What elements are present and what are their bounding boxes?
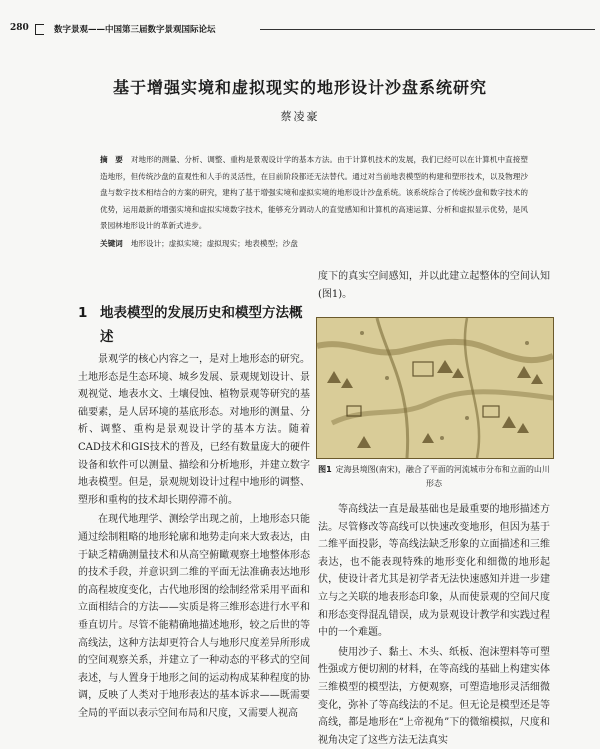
right-column-top <box>318 268 550 303</box>
paragraph: 在现代地理学、测绘学出现之前，上地形态只能通过绘制粗略的地形轮廓和地势走向来大致表达，由于缺乏精确测量技术和从高空俯瞰观察土地整体形态的技术手段，并意识到二维的平面无法准确表达地形的高程坡度变化，古代地形图的绘制经常采用平面和立面相结合的方法——实质是将三维形态进行水平和垂直切片。尽管不能精确地描述地形，较之后世的等高线法，这种方法却更符合人与地形尺度差异所形成的空间观察关系，并建立了一种动态的平移式的空间表述，与人置身于地形之间的运动构成某种程度的协调，反映了人类对于地形表达的基本诉求——既需要全局的平面以表示空间布局和尺度，又需要人视高 <box>78 514 310 719</box>
abstract-label: 摘 要 <box>100 155 123 164</box>
paragraph: 使用沙子、黏土、木头、纸板、泡沫塑料等可塑性强或方便切割的材料，在等高线的基础上构建实体三维模型的模型法，方便观察，可塑造地形灵活细微变化，弥补了等高线法的不足。但无论是模型还是等高线，都是地形在“上帝视角”下的微缩模拟，尺度和视角决定了这些方法无法真实 <box>318 646 550 746</box>
paragraph-continuation: 度下的真实空间感知，并以此建立起整体的空间认知(图1)。 <box>318 271 550 300</box>
right-column <box>318 501 550 749</box>
running-header <box>10 22 595 38</box>
figure-1-map <box>316 317 554 459</box>
section-title: 地表模型的发展历史和模型方法概述 <box>100 305 303 345</box>
abstract <box>100 152 528 235</box>
paper-author: 蔡凌豪 <box>280 110 320 123</box>
paragraph: 景观学的核心内容之一，是对上地形态的研究。土地形态是生态环境、城乡发展、景观规划设计、景观视觉、地表水文、土壤侵蚀、植物景观等研究的基础要素，是人居环境的基底形态。对地形的测量、分析、调整、重构是景观设计学的基本方法。随着CAD技术和GIS技术的普及，已经有数量庞大的硬件设备和软件可以测量、描绘和分析地形，并建立数字地表模型。但是，景观规划设计过程中地形的调整、塑形和重构的技术却长期停滞不前。 <box>78 354 310 506</box>
section-number: 1 <box>78 305 88 321</box>
page-number: 280 <box>10 23 29 33</box>
abstract-text: 对地形的测量、分析、调整、重构是景观设计学的基本方法。由于计算机技术的发展，我们已经可以在计算机中直接塑造地形，但传统沙盘的直观性和人手的灵活性，在目前阶段都还无法替代。通过对当前地表模型的构建和塑形技术，以及物理沙盘与数字技术相结合的方案的研究，建构了基于增强实境和虚拟实境的地形设计沙盘系统。该系统综合了传统沙盘和数字技术的优势，运用最新的增强实境和虚拟实境数字技术，能够充分调动人的直觉感知和计算机的高速运算、分析和虚拟显示优势，是风景园林地形设计的革新式进步。 <box>100 155 529 230</box>
left-column <box>78 351 310 722</box>
keywords <box>100 238 528 249</box>
keywords-text: 地形设计；虚拟实境；虚拟现实；地表模型；沙盘 <box>130 239 298 248</box>
figure-1-caption <box>318 463 550 491</box>
header-rule <box>260 29 595 30</box>
header-bracket-mark <box>35 24 44 35</box>
paragraph: 等高线法一直是最基础也是最重要的地形描述方法。尽管修改等高线可以快速改变地形，但因为基于二维平面投影，等高线法缺乏形象的立面描述和三维表达，也不能表现特殊的地形变化和细微的地形起伏，使设计者尤其是初学者无法快速感知并进一步建立与之关联的地表形态印象，从而使景观的空间尺度和形态变得混乱错误，成为景观设计教学和实践过程中的一个难题。 <box>318 504 550 639</box>
keywords-label: 关键词 <box>100 239 123 248</box>
paper-title: 基于增强实境和虚拟现实的地形设计沙盘系统研究 <box>112 78 487 97</box>
caption-label: 图1 <box>318 465 332 474</box>
running-title: 数字景观——中国第三届数字景观国际论坛 <box>54 25 216 35</box>
historical-map-illustration <box>317 318 553 458</box>
caption-text: 定海县境图(南宋)，融合了平面的河流城市分布和立面的山川形态 <box>335 465 550 488</box>
